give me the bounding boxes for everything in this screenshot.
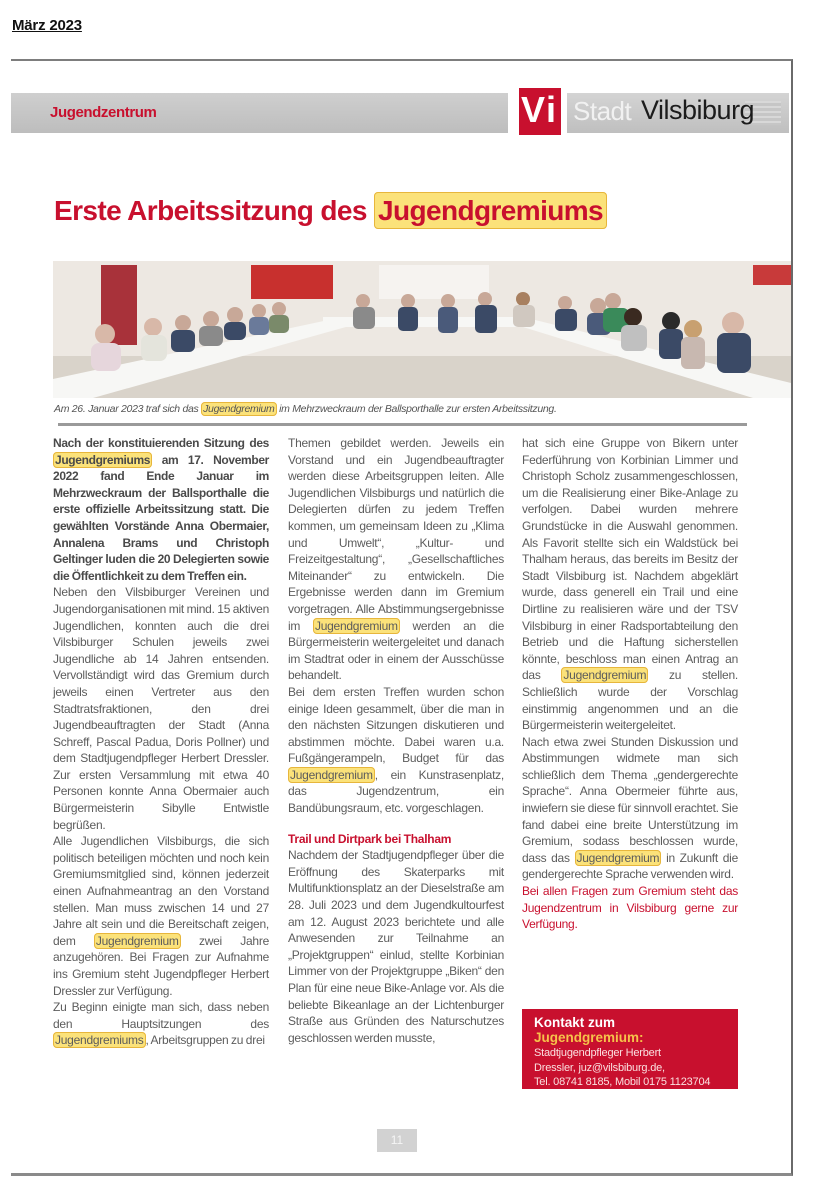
paragraph: Neben den Vilsbiburger Vereinen und Jugendorganisationen mit mind. 15 aktiven Jugendlichen, konnten auch die drei Vilsbiburger Schulen jeweils zwei Jugendliche ab 14 Jahren entsenden. Vervollständigt wird das Gremium durch jeweils einen Vertreter aus den Stadtratsfraktionen, den drei Jugendbeauftragten der Stadt (Anna Schreff, Pascal Padua, Doris Pollner) und dem Stadtjugendpfleger Herbert Dressler. Zur ersten Versammlung mit etwa 40 Personen konnte Anna Obermaier auch Bürgermeisterin Sibylle Entwistle begrüßen. bbox=[53, 585, 269, 832]
text: am 17. November 2022 fand Ende Januar im Mehrzweckraum der Ballsporthalle die erste offizielle Arbeitssitzung statt. Die gewählten Vorstände Anna Obermaier, Annalena Brams und Christoph Geltinger luden die 20 Delegierten sowie die Öffentlichkeit zu dem Treffen ein. bbox=[53, 452, 269, 583]
contact-email[interactable]: Dressler, juz@vilsbiburg.de, bbox=[534, 1061, 665, 1074]
headline-highlight: Jugendgremiums bbox=[374, 192, 607, 229]
contact-phone: Tel. 08741 8185, Mobil 0175 1123704 bbox=[534, 1076, 711, 1088]
section-header-bar bbox=[11, 93, 508, 133]
paragraph bbox=[522, 435, 738, 734]
highlight: Jugendgremium bbox=[95, 933, 179, 948]
paragraph bbox=[53, 999, 269, 1049]
text: , Arbeitsgruppen zu drei bbox=[145, 1033, 265, 1048]
photo-caption bbox=[54, 403, 557, 415]
article-column-3 bbox=[522, 435, 738, 933]
subheading: Trail und Dirtpark bei Thalham bbox=[288, 831, 452, 846]
text: Zu Beginn einigte man sich, dass neben den Hauptsitzungen des bbox=[53, 1000, 269, 1031]
lead-paragraph bbox=[53, 435, 269, 584]
highlight: Jugendgremium bbox=[576, 850, 660, 865]
contact-name: Stadtjugendpfleger Herbert bbox=[534, 1047, 661, 1059]
text: , ein Kunstrasenplatz, das Jugendzentrum, ein Bandübungsraum, etc. vorgeschlagen. bbox=[288, 767, 504, 816]
text: zu stellen. Schließlich wurde der Vorschlag einstimmig angenommen und an die Bürgermeisterin weitergeleitet. bbox=[522, 668, 738, 733]
group-photo bbox=[53, 261, 791, 398]
contact-title: Kontakt zum bbox=[534, 1015, 615, 1030]
wall-poster-right bbox=[753, 265, 791, 285]
paragraph bbox=[53, 833, 269, 999]
caption-highlight: Jugendgremium bbox=[203, 403, 275, 415]
group-photo-illustration bbox=[53, 261, 791, 398]
article-column-2 bbox=[288, 435, 504, 1046]
text: Nach etwa zwei Stunden Diskussion und Abstimmungen widmete man sich schließlich dem Thema „gendergerechte Sprache“. Anna Obermeier führte aus, inwiefern sie diese für sinnvoll erachtet. Sie fand dabei eine breite Unterstützung im Gremium, sodass beschlossen wurde, dass das bbox=[522, 734, 738, 865]
paragraph bbox=[522, 734, 738, 883]
closing-note: Bei allen Fragen zum Gremium steht das Jugendzentrum in Vilsbiburg gerne zur Verfügung. bbox=[522, 884, 738, 932]
caption-divider bbox=[58, 423, 747, 426]
highlight: Jugendgremiums bbox=[55, 452, 151, 467]
text: Bei dem ersten Treffen wurden schon einige Ideen gesammelt, über die man in den nächsten Sitzungen diskutieren und abstimmen möchte. Dabei waren u.a. Fußgängerampeln, Budget für das bbox=[288, 684, 504, 766]
highlight: Jugendgremium bbox=[563, 668, 647, 683]
text: Alle Jugendlichen Vilsbiburgs, die sich politisch beteiligen möchten und noch kein Gremiumsmitglied sind, können jederzeit einen Aufnahmeantrag an den Vorstand stellen. Man muss zwischen 14 und 27 Jahre alt sein und die Bereitschaft zeigen, dem bbox=[53, 834, 269, 948]
caption-text: Am 26. Januar 2023 traf sich das bbox=[54, 403, 202, 415]
projection-screen bbox=[379, 265, 489, 299]
text: Jugendgremium bbox=[534, 1030, 640, 1045]
logo-city-text: Vilsbiburg bbox=[641, 95, 755, 125]
contact-box bbox=[522, 1009, 738, 1089]
city-logo-icon bbox=[519, 88, 561, 135]
text: in Zukunft die gendergerechte Sprache verwenden wird. bbox=[522, 850, 738, 882]
article-headline bbox=[54, 195, 607, 227]
text: Themen gebildet werden. Jeweils ein Vorstand und ein Jugendbeauftragter werden diese Arbeitsgruppen leiten. Alle Jugendlichen Vilsbiburgs und natürlich die Delegierten dürfen zu jedem Treffen kommen, um gemeinsam Ideen zu „Klima und Umwelt“, „Kultur- und Freizeitgestaltung“, „Gesellschaftliches Miteinander“ zu entwickeln. Die Ergebnisse werden dann im Gremium vorgetragen. Alle Abstimmungsergebnisse im bbox=[288, 436, 504, 633]
text: werden an die Bürgermeisterin weitergeleitet und danach im Stadtrat oder in einem der Ausschüsse behandelt. bbox=[288, 618, 504, 683]
newsletter-page bbox=[11, 59, 793, 1176]
caption-text-end: im Mehrzweckraum der Ballsporthalle zur ersten Arbeitssitzung. bbox=[276, 403, 557, 415]
logo-letter-v: V bbox=[521, 89, 546, 130]
section-label: Jugendzentrum bbox=[50, 104, 157, 121]
highlight: Jugendgremium bbox=[314, 618, 398, 633]
paragraph bbox=[288, 435, 504, 684]
logo-letter-i: i bbox=[546, 89, 557, 130]
contact-title-highlight bbox=[534, 1030, 738, 1046]
text: : bbox=[639, 1030, 644, 1045]
highlight: Jugendgremium bbox=[290, 767, 373, 782]
headline-text: Erste Arbeitssitzung des bbox=[54, 195, 375, 226]
date-label: März 2023 bbox=[12, 17, 82, 34]
text: zwei Jahre anzugehören. Bei Fragen zur Aufnahme ins Gremium steht Jugendpfleger Herbert Dressler zur Verfügung. bbox=[53, 933, 269, 998]
paragraph: Nachdem der Stadtjugendpfleger über die Eröffnung des Skaterparks mit Multifunktionsplatz an der Dieselstraße am 28. Juli 2023 und dem Jugendkultourfest am 12. August 2023 berichtete und alle Anwesenden zur Teilnahme an „Projektgruppen“ einlud, stellte Korbinian Limmer von der Projektgruppe „Biken“ den Plan für eine neue Bike-Anlage vor. Als die beliebte Bikeanlage an der Lichtenburger Straße aus Gründen des Naturschutzes geschlossen werden musste, bbox=[288, 848, 504, 1045]
wall-poster-center bbox=[251, 265, 333, 299]
paragraph bbox=[288, 684, 504, 817]
text: hat sich eine Gruppe von Bikern unter Federführung von Korbinian Limmer und Christoph Scholz zusammengeschlossen, um die Realisierung einer Bike-Anlage zu verfolgen. Dabei wurden mehrere Grundstücke in die Auswahl genommen. Als Favorit stellte sich ein Waldstück bei Thalham heraus, das bereits im Besitz der Stadt Vilsbiburg ist. Nachdem abgeklärt wurde, dass generell ein Trail und eine Dirtline zu realisieren wäre und der TSV Vilsbiburg in einer Radsportabteilung den Betrieb und die Haftung sicherstellen könnte, beschloss man einen Antrag an das bbox=[522, 436, 738, 683]
page-number: 11 bbox=[377, 1129, 417, 1152]
text: Nach der konstituierenden Sitzung des bbox=[53, 436, 269, 450]
logo-stadt-text: Stadt bbox=[573, 96, 632, 126]
highlight: Jugendgremiums bbox=[55, 1033, 144, 1048]
article-column-1 bbox=[53, 435, 269, 1049]
